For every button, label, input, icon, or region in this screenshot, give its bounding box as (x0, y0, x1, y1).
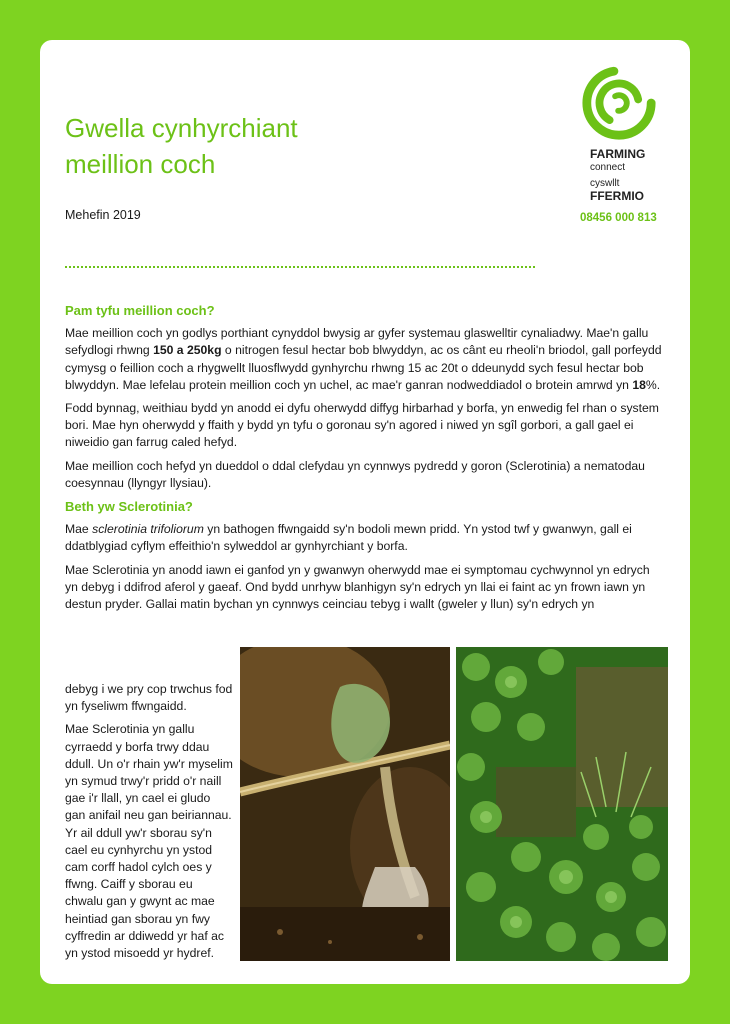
clover-illustration (456, 647, 668, 961)
swirl-logo-icon (580, 64, 658, 142)
paragraph: Mae meillion coch yn godlys porthiant cynyddol bwysig ar gyfer systemau glaswelltir cynaliadwy. Mae'n gallu sefydlogi rhwng 150 a 250kg o nitrogen fesul hectar bob blwyddyn, ac os cânt eu rheoli'n briodol, gall porfeydd cymysg o feillion coch a rhygwellt lluosflwydd gynhyrchu rhwng 15 ac 20t o ddeunydd sych fesul hectar bob blwyddyn. Mae lefelau protein meillion coch yn uchel, ac mae'r ganran nodweddiadol o brotein amrwd yn 18%. (65, 326, 662, 392)
farming-connect-logo: FARMING connect cyswllt FFERMIO (578, 64, 668, 203)
section-heading-sclerotinia: Beth yw Sclerotinia? (65, 499, 193, 515)
paragraph: Mae sclerotinia trifoliorum yn bathogen ffwngaidd sy'n bodoli mewn pridd. Yn ystod twf y gwanwyn, gall ei ddatblygiad cyflym effeithio'n sylweddol ar gynhyrchiant y borfa. (65, 522, 632, 554)
main-content (65, 302, 663, 613)
dotted-divider (65, 266, 535, 268)
sclerotinia-seedling-photo (240, 647, 450, 961)
page-card (40, 40, 690, 984)
publication-date: Mehefin 2019 (65, 208, 141, 222)
paragraph: Mae Sclerotinia yn anodd iawn ei ganfod yn y gwanwyn oherwydd mae ei symptomau cychwynnol yn edrych yn debyg i ddifrod aferol y gaeaf. Ond bydd unrhyw blanhigyn sy'n edrych yn llai ei faint ac yn frown iawn yn destun pryder. Gallai matin bychan yn cynnwys ceinciau tebyg i wallt (gweler y llun) sy'n edrych yn (65, 562, 650, 612)
page-title: Gwella cynhyrchiant meillion coch (65, 113, 298, 179)
paragraph: Mae meillion coch hefyd yn dueddol o ddal clefydau yn cynnwys pydredd y goron (Sclerotinia) a nematodau coesynnau (llyngyr llysiau). (65, 458, 645, 490)
section-heading-why: Pam tyfu meillion coch? (65, 303, 215, 318)
phone-number: 08456 000 813 (580, 212, 657, 224)
side-column-text (65, 681, 233, 968)
seedling-illustration (240, 647, 450, 961)
paragraph: debyg i we pry cop trwchus fod yn fyseliwm ffwngaidd. (65, 682, 233, 714)
paragraph: Fodd bynnag, weithiau bydd yn anodd ei dyfu oherwydd diffyg hirbarhad y borfa, yn enwedig fel rhan o system bori. Mae hyn oherwydd y ffaith y bydd yn tyfu o goronau sy'n agored i niwed yn sgîl gorbori, a gall gael ei niweidio gan farrug caled hefyd. (65, 401, 659, 450)
clover-field-photo (456, 647, 668, 961)
paragraph: Mae Sclerotinia yn gallu cyrraedd y borfa trwy ddau ddull. Un o'r rhain yw'r myselim yn symud trwy'r pridd o'r naill gae i'r llall, yn cael ei gludo gan anifail neu gan beiriannau. Yr ail ddull yw'r sborau sy'n cael eu cynhyrchu yn ystod cam corff hadol cylch oes y ffwng. Caiff y sborau eu chwalu gan y gwynt ac mae heintiad gan sborau yn fwy cyffredin ar ddiwedd yr haf ac yn ystod misoedd yr hydref. (65, 722, 233, 961)
